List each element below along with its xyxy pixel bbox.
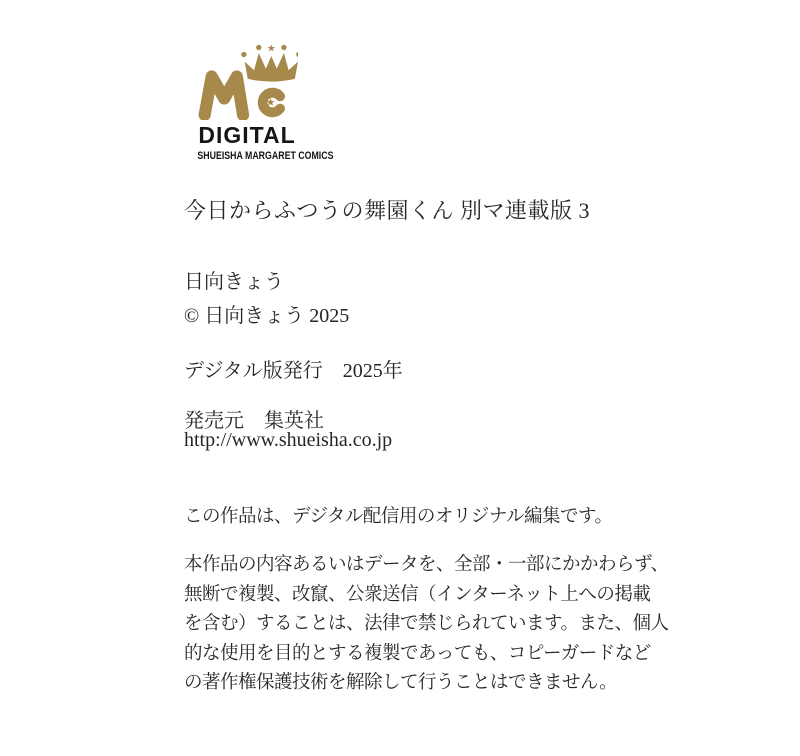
- crown-dot-icon: [256, 45, 261, 50]
- crown-icon: [245, 53, 298, 82]
- book-title: 今日からふつうの舞園くん 別マ連載版 3: [184, 198, 591, 223]
- rights-notice-line: 本作品の内容あるいはデータを、全部・一部にかかわらず、: [184, 555, 669, 575]
- copyright-notice: © 日向きょう 2025: [184, 305, 350, 327]
- rights-notice: [184, 551, 669, 699]
- crown-star-icon: [268, 44, 276, 51]
- edition-note: この作品は、デジタル配信用のオリジナル編集です。: [184, 507, 613, 527]
- rights-notice-line: の著作権保護技術を解除して行うことはできません。: [184, 673, 618, 693]
- crown-dot-icon: [281, 45, 286, 50]
- publisher-url: http://www.shueisha.co.jp: [184, 429, 393, 451]
- mc-monogram: [196, 44, 298, 120]
- logo-subtitle: SHUEISHA MARGARET COMICS: [197, 150, 334, 162]
- publisher-line: 発売元 集英社: [184, 410, 324, 432]
- crown-dot-icon: [241, 52, 246, 57]
- publisher-logo: [185, 44, 334, 162]
- author-name: 日向きょう: [184, 271, 284, 293]
- rights-notice-line: 的な使用を目的とする複製であっても、コピーガードなど: [184, 643, 651, 664]
- rights-notice-line: を含む）することは、法律で禁じられています。また、個人: [184, 614, 669, 634]
- digital-edition-line: デジタル版発行 2025年: [184, 360, 403, 382]
- rights-notice-line: 無断で複製、改竄、公衆送信（インターネット上への掲載: [184, 584, 651, 605]
- letter-m: [205, 77, 243, 115]
- logo-digital-label: DIGITAL: [198, 122, 296, 148]
- crown-dot-icon: [296, 52, 298, 57]
